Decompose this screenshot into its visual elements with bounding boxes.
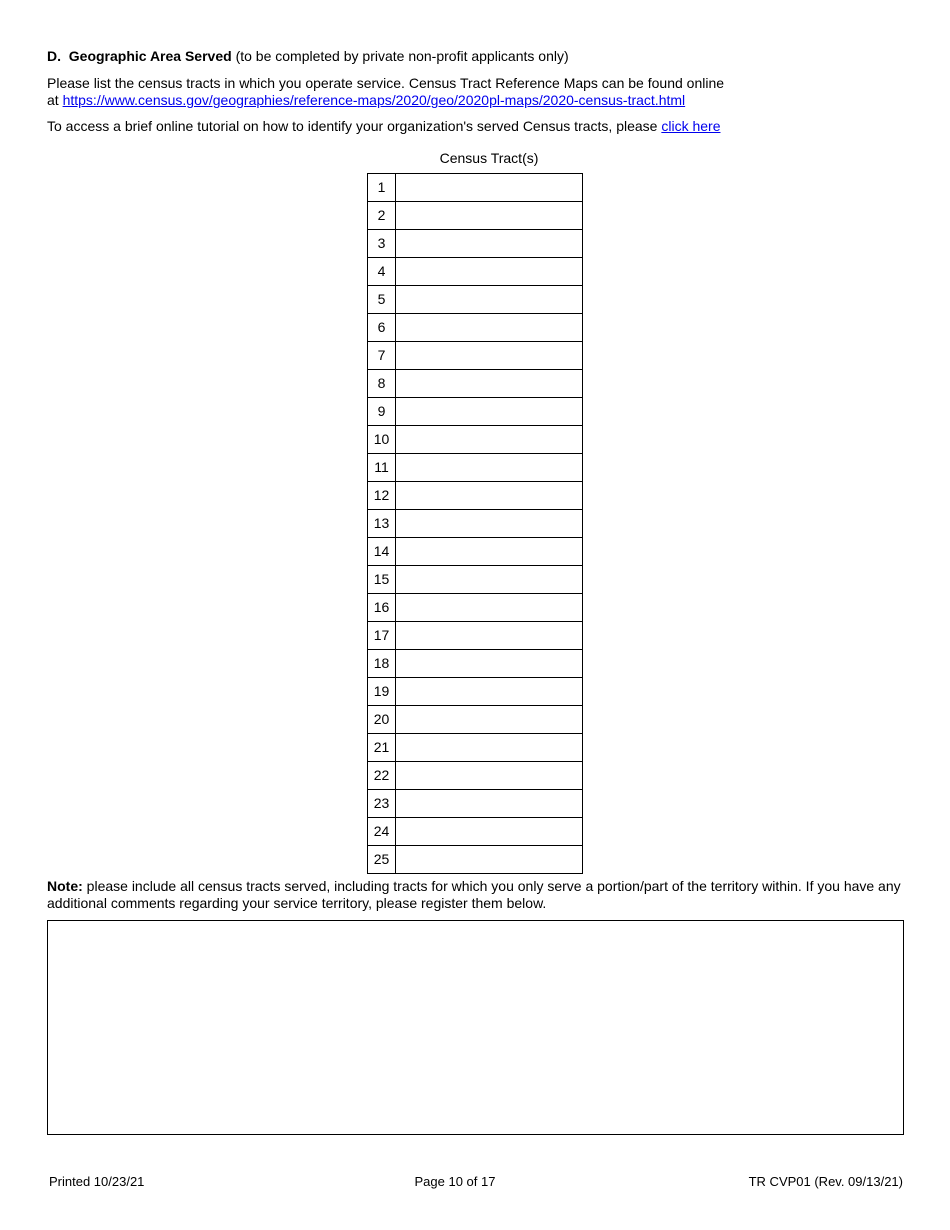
row-number: 21 [368, 734, 396, 762]
row-number: 18 [368, 650, 396, 678]
table-row [368, 258, 583, 286]
census-tract-input[interactable] [396, 538, 583, 566]
row-number: 22 [368, 762, 396, 790]
table-row [368, 538, 583, 566]
instructions-text: Please list the census tracts in which you operate service. Census Tract Reference Maps can be found online [47, 75, 725, 91]
table-row [368, 174, 583, 202]
table-row [368, 482, 583, 510]
census-tract-input[interactable] [396, 230, 583, 258]
note-text: please include all census tracts served, including tracts for which you only serve a portion/part of the territory within. If you have any additional comments regarding your service territory, please register them below. [47, 878, 901, 911]
census-tract-input[interactable] [396, 734, 583, 762]
census-tract-input[interactable] [396, 622, 583, 650]
row-number: 19 [368, 678, 396, 706]
row-number: 15 [368, 566, 396, 594]
table-row [368, 202, 583, 230]
section-heading [47, 48, 569, 65]
row-number: 11 [368, 454, 396, 482]
section-subtitle: (to be completed by private non-profit applicants only) [235, 48, 569, 64]
row-number: 17 [368, 622, 396, 650]
row-number: 4 [368, 258, 396, 286]
row-number: 14 [368, 538, 396, 566]
census-tract-input[interactable] [396, 202, 583, 230]
instructions-paragraph [47, 75, 907, 109]
census-tract-input[interactable] [396, 286, 583, 314]
row-number: 5 [368, 286, 396, 314]
census-tract-input[interactable] [396, 510, 583, 538]
table-row [368, 230, 583, 258]
table-row [368, 594, 583, 622]
row-number: 2 [368, 202, 396, 230]
census-tract-input[interactable] [396, 426, 583, 454]
row-number: 3 [368, 230, 396, 258]
row-number: 24 [368, 818, 396, 846]
census-tract-table [367, 173, 583, 874]
comments-textarea[interactable] [47, 920, 904, 1135]
census-tract-header: Census Tract(s) [439, 150, 539, 166]
printed-date: Printed 10/23/21 [49, 1174, 145, 1189]
table-row [368, 370, 583, 398]
census-tract-input[interactable] [396, 650, 583, 678]
tutorial-link[interactable]: click here [661, 118, 721, 134]
table-row [368, 286, 583, 314]
table-row [368, 398, 583, 426]
table-row [368, 622, 583, 650]
table-row [368, 734, 583, 762]
census-tract-input[interactable] [396, 342, 583, 370]
table-row [368, 762, 583, 790]
table-row [368, 650, 583, 678]
tutorial-text: To access a brief online tutorial on how to identify your organization's served Census tracts, please [47, 118, 658, 134]
table-row [368, 314, 583, 342]
table-row [368, 790, 583, 818]
census-tract-input[interactable] [396, 370, 583, 398]
table-row [368, 566, 583, 594]
row-number: 23 [368, 790, 396, 818]
row-number: 25 [368, 846, 396, 874]
row-number: 1 [368, 174, 396, 202]
census-tract-input[interactable] [396, 790, 583, 818]
census-tract-input[interactable] [396, 846, 583, 874]
tutorial-paragraph [47, 118, 907, 135]
census-tract-input[interactable] [396, 762, 583, 790]
table-row [368, 818, 583, 846]
census-tract-input[interactable] [396, 594, 583, 622]
section-label: D. [47, 48, 61, 64]
instructions-at: at [47, 92, 59, 108]
row-number: 6 [368, 314, 396, 342]
row-number: 8 [368, 370, 396, 398]
row-number: 9 [368, 398, 396, 426]
row-number: 12 [368, 482, 396, 510]
table-row [368, 706, 583, 734]
table-row [368, 454, 583, 482]
table-row [368, 342, 583, 370]
row-number: 16 [368, 594, 396, 622]
census-tract-input[interactable] [396, 818, 583, 846]
section-title: Geographic Area Served [68, 48, 232, 64]
census-tract-input[interactable] [396, 678, 583, 706]
page-number: Page 10 of 17 [414, 1174, 496, 1189]
census-tract-input[interactable] [396, 454, 583, 482]
census-tract-input[interactable] [396, 174, 583, 202]
note-paragraph [47, 878, 907, 912]
census-tract-input[interactable] [396, 566, 583, 594]
census-tract-input[interactable] [396, 258, 583, 286]
note-label: Note: [47, 878, 83, 894]
census-tract-input[interactable] [396, 314, 583, 342]
row-number: 20 [368, 706, 396, 734]
census-tract-input[interactable] [396, 706, 583, 734]
row-number: 13 [368, 510, 396, 538]
table-row [368, 678, 583, 706]
table-row [368, 426, 583, 454]
table-row [368, 510, 583, 538]
census-maps-link[interactable]: https://www.census.gov/geographies/reference-maps/2020/geo/2020pl-maps/2020-census-tract.html [62, 92, 686, 108]
census-tract-input[interactable] [396, 398, 583, 426]
table-row [368, 846, 583, 874]
row-number: 10 [368, 426, 396, 454]
census-tract-input[interactable] [396, 482, 583, 510]
form-id: TR CVP01 (Rev. 09/13/21) [748, 1174, 903, 1189]
row-number: 7 [368, 342, 396, 370]
